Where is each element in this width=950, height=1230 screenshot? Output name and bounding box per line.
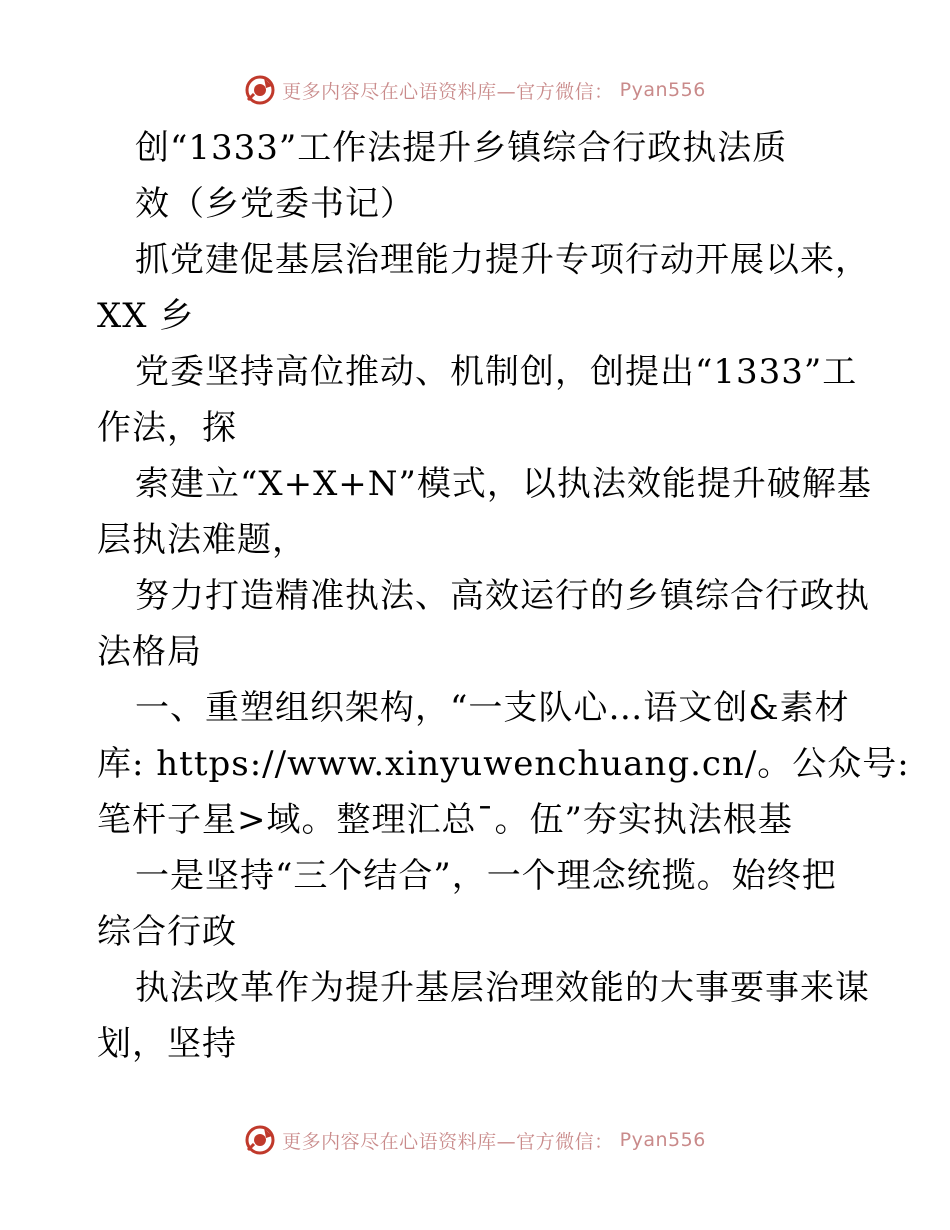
- title-line-1: 创“1333”工作法提升乡镇综合行政执法质: [135, 128, 788, 168]
- paragraph-line: 作法，探: [97, 408, 237, 448]
- watermark-text: 更多内容尽在心语资料库—官方微信：: [282, 1130, 614, 1153]
- paragraph-line: 党委坚持高位推动、机制创，创提出“1333”工: [135, 352, 858, 392]
- logo-icon: [244, 1124, 276, 1156]
- watermark-text: 更多内容尽在心语资料库—官方微信：: [282, 80, 614, 103]
- paragraph-line: 努力打造精准执法、高效运行的乡镇综合行政执: [135, 576, 870, 616]
- title-line-2: 效（乡党委书记）: [135, 184, 415, 224]
- document-body: [97, 120, 910, 1072]
- watermark-wechat-id: Pyan556: [619, 79, 706, 101]
- watermark-wechat-id: Pyan556: [619, 1129, 706, 1151]
- paragraph-line: 综合行政: [97, 912, 237, 952]
- header-watermark: [0, 70, 950, 110]
- paragraph-line: 执法改革作为提升基层治理效能的大事要事来谋: [135, 968, 870, 1008]
- footer-watermark: [0, 1120, 950, 1160]
- section-heading-line: 笔杆子星>域。整理汇总¯。伍”夯实执法根基: [97, 800, 793, 840]
- paragraph-line: 抓党建促基层治理能力提升专项行动开展以来，: [135, 240, 870, 280]
- paragraph-line: 法格局: [97, 632, 202, 672]
- paragraph-line: XX 乡: [97, 296, 195, 336]
- section-heading-line: 一、重塑组织架构，“一支队心…语文创&素材: [135, 688, 850, 728]
- section-heading-line: 库: https://www.xinyuwenchuang.cn/。公众号:: [97, 744, 910, 784]
- paragraph-line: 划，坚持: [97, 1024, 237, 1064]
- paragraph-line: 索建立“X+X+N”模式，以执法效能提升破解基: [135, 464, 872, 504]
- logo-icon: [244, 74, 276, 106]
- paragraph-line: 一是坚持“三个结合”，一个理念统揽。始终把: [135, 856, 837, 896]
- paragraph-line: 层执法难题，: [97, 520, 307, 560]
